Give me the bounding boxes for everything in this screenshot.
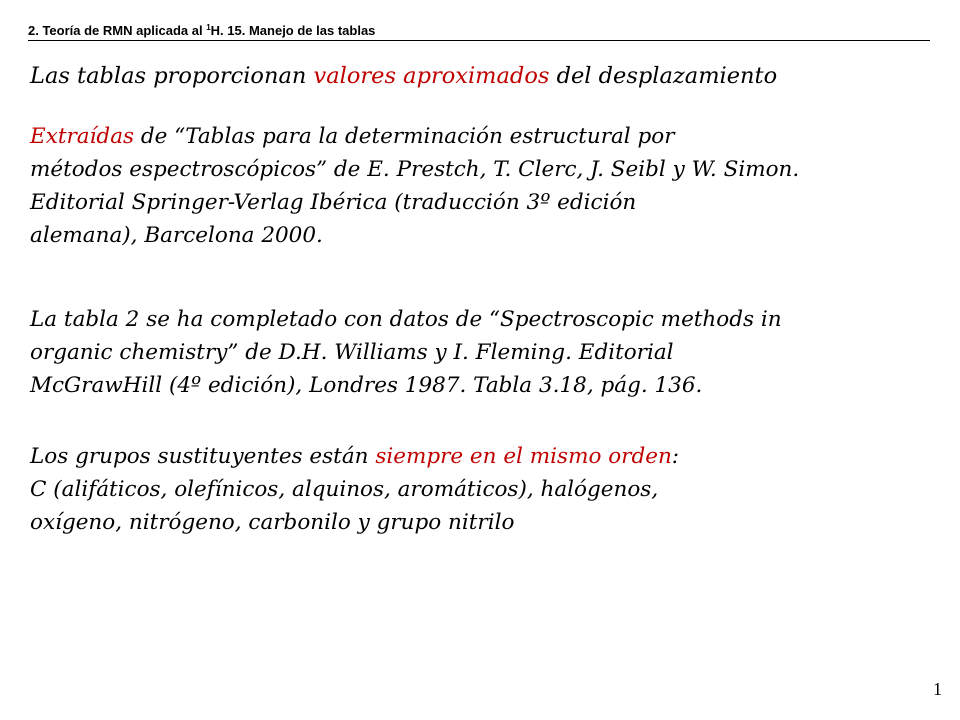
source1-line3: Editorial Springer-Verlag Ibérica (traducción 3º edición [30, 190, 637, 215]
groups-line3: oxígeno, nitrógeno, carbonilo y grupo nitrilo [30, 510, 515, 535]
source1-line1-rest: de “Tablas para la determinación estructural por [134, 124, 675, 149]
page-number: 1 [933, 679, 942, 699]
groups-line2: C (alifáticos, olefínicos, alquinos, aromáticos), halógenos, [30, 477, 659, 502]
groups-line1-highlight: siempre en el mismo orden [375, 444, 672, 469]
header-text-after: H. 15. Manejo de las tablas [210, 23, 376, 38]
slide-header [28, 22, 930, 41]
groups-paragraph [30, 440, 679, 539]
header-text-before: 2. Teoría de RMN aplicada al [28, 23, 207, 38]
source2-line1: La tabla 2 se ha completado con datos de “Spectroscopic methods in [30, 307, 782, 332]
title-part1: Las tablas proporcionan [30, 63, 314, 89]
source1-line1 [30, 120, 799, 153]
source2-paragraph [30, 303, 782, 402]
title-highlight: valores aproximados [313, 63, 550, 89]
source1-line2: métodos espectroscópicos” de E. Prestch, T. Clerc, J. Seibl y W. Simon. [30, 157, 800, 182]
source2-line2: organic chemistry” de D.H. Williams y I. Fleming. Editorial [30, 340, 674, 365]
slide-title [30, 58, 777, 94]
groups-line1-part2: : [671, 444, 680, 469]
source2-line3: McGrawHill (4º edición), Londres 1987. Tabla 3.18, pág. 136. [30, 373, 703, 398]
source1-line4: alemana), Barcelona 2000. [30, 223, 323, 248]
groups-line1-part1: Los grupos sustituyentes están [30, 444, 376, 469]
source1-highlight: Extraídas [30, 124, 135, 149]
header-superscript: 1 [206, 23, 211, 32]
title-part2: del desplazamiento [549, 63, 778, 89]
groups-line1 [30, 440, 679, 473]
source1-paragraph [30, 120, 799, 252]
